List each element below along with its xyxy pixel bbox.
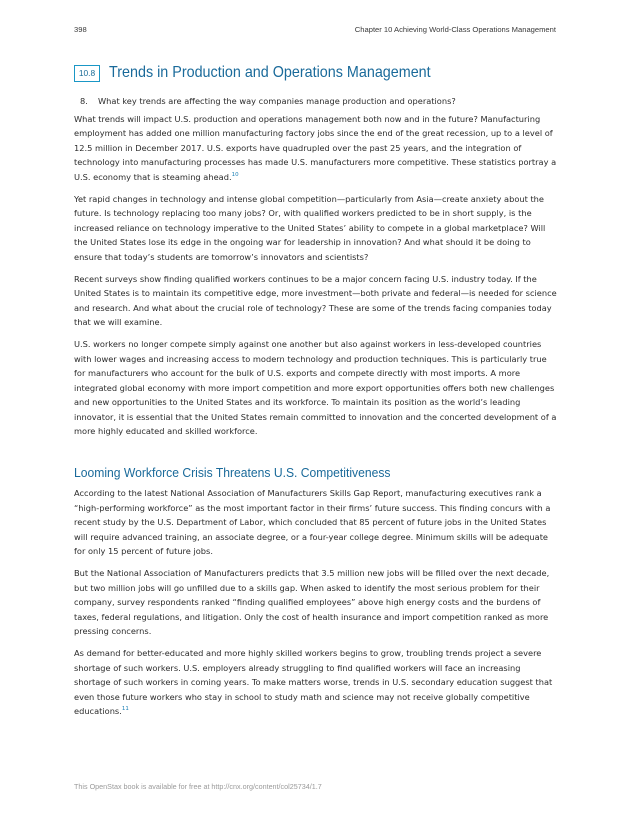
page-number: 398	[74, 25, 87, 34]
workforce-paragraphs	[74, 486, 558, 719]
paragraph-text: According to the latest National Association of Manufacturers Skills Gap Report, manufacturing executives rank a “high-performing workforce” as the most important factor in their firms’ future success. This finding concurs with a recent study by the U.S. Department of Labor, which concluded that 85 percent of future jobs in the United States will require advanced training, an associate degree, or a four-year college degree. Minimum skills will be adequate for only 15 percent of future jobs.	[74, 488, 551, 557]
section-heading	[74, 64, 556, 82]
paragraph-text: What trends will impact U.S. production and operations management both now and in the future? Manufacturing employment has added one million manufacturing factory jobs since the end of the great recession, up to a level of 12.5 million in December 2017. U.S. exports have quadrupled over the past 25 years, and the integration of technology into manufacturing processes has made U.S. manufacturers more competitive. These statistics portray a U.S. economy that is steaming ahead.	[74, 113, 557, 182]
body-paragraph	[74, 112, 558, 185]
paragraph-text: Yet rapid changes in technology and intense global competition—particularly from Asia—create anxiety about the future. Is technology replacing too many jobs? Or, with qualified workers predicted to be in short supply, is the increased reliance on technology imperative to the United States’ ability to compete in a global marketplace? Will the United States lose its edge in the ongoing war for leadership in innovation? And what should it be doing to ensure that today’s students are tomorrow’s innovators and scientists?	[74, 193, 546, 262]
footnote-link[interactable]: 11	[121, 706, 129, 713]
paragraph-text: Recent surveys show finding qualified workers continues to be a major concern facing U.S. industry today. If the United States is to maintain its competitive edge, more investment—both private and federal—is needed for science and research. And what about the crucial role of technology? These are some of the trends facing companies today that we will examine.	[74, 273, 557, 328]
body-paragraph	[74, 566, 558, 639]
footer-note: This OpenStax book is available for free at http://cnx.org/content/col25734/1.7	[74, 782, 322, 791]
section-number-badge: 10.8	[74, 65, 100, 82]
body-paragraph	[74, 646, 558, 719]
learning-objective	[80, 94, 558, 109]
page-content	[74, 94, 558, 726]
subsection-title: Looming Workforce Crisis Threatens U.S. Competitiveness	[74, 465, 391, 481]
section-title: Trends in Production and Operations Management	[109, 64, 431, 81]
intro-paragraphs	[74, 112, 558, 439]
body-paragraph	[74, 272, 558, 330]
paragraph-text: As demand for better-educated and more highly skilled workers begins to grow, troubling trends project a severe shortage of such workers. U.S. employers already struggling to find qualified workers will face an increasing shortage of such workers in coming years. To make matters worse, trends in U.S. secondary education suggest that even those future workers who stay in school to study math and science may not receive globally competitive educations.	[74, 648, 553, 717]
chapter-title: Chapter 10 Achieving World-Class Operations Management	[354, 25, 556, 34]
paragraph-text: But the National Association of Manufacturers predicts that 3.5 million new jobs will be filled over the next decade, but two million jobs will go unfilled due to a skills gap. When asked to identify the most serious problem for their company, survey respondents ranked “finding qualified employees” above high energy costs and the burdens of taxes, federal regulations, and litigation. Only the cost of health insurance and import competition ranked as more pressing concerns.	[74, 568, 550, 637]
running-header	[74, 25, 556, 34]
body-paragraph	[74, 192, 558, 265]
objective-text: What key trends are affecting the way companies manage production and operations?	[98, 96, 456, 106]
footnote-link[interactable]: 10	[231, 171, 239, 178]
body-paragraph	[74, 486, 558, 559]
objective-number: 8.	[80, 96, 88, 106]
body-paragraph	[74, 337, 558, 439]
paragraph-text: U.S. workers no longer compete simply against one another but also against workers in less-developed countries with lower wages and increasing access to modern technology and production techniques. This is particularly true for manufacturers who account for the bulk of U.S. exports and compete directly with most imports. A more integrated global economy with more import competition and more export opportunities offers both new challenges and new opportunities to the United States and its workforce. To maintain its position as the world’s leading innovator, it is essential that the United States remain committed to innovation and the concerted development of a more highly educated and skilled workforce.	[74, 338, 557, 437]
